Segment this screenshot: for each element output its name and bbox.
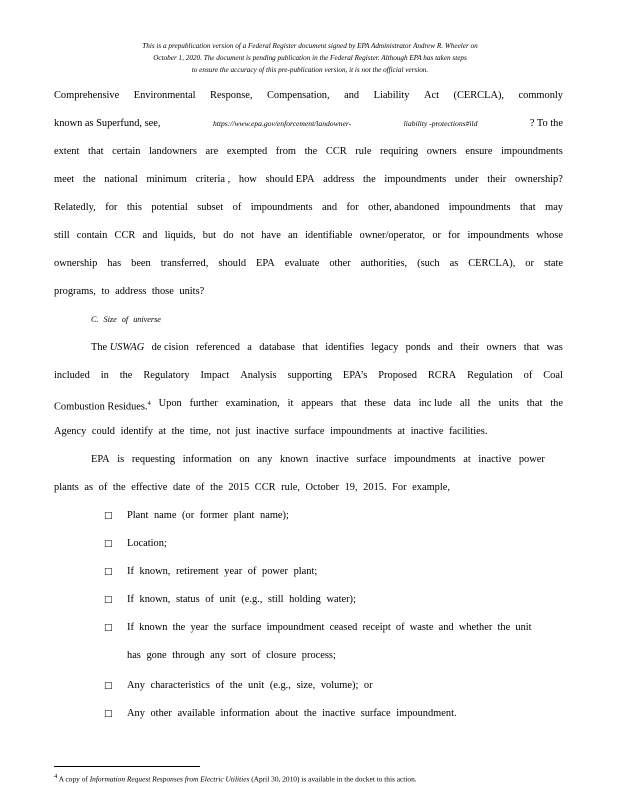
footnote-number: 4 bbox=[54, 773, 58, 780]
list-item-ceased-receipt-cont: has gone through any sort of closure process; bbox=[127, 650, 336, 661]
section-heading: C. Size of universe bbox=[91, 315, 161, 324]
footnote-4: 4 A copy of Information Request Responses from Electric Utilities (April 30, 2010) is available in the docket to this action. bbox=[54, 773, 417, 784]
footnote-ref-4[interactable]: 4 bbox=[147, 400, 151, 407]
checkbox-bullet-icon: □ bbox=[104, 595, 113, 605]
prepublication-notice-line-3: to ensure the accuracy of this pre-publication version, it is not the official version. bbox=[191, 66, 429, 74]
para1-line-2: known as Superfund, see, https://www.epa.gov/enforcement/landowner- liability -protections#ild ? To the bbox=[54, 118, 563, 129]
para2-line-2: included in the Regulatory Impact Analysis supporting EPA’s Proposed RCRA Regulation of Coal bbox=[54, 370, 563, 381]
para1-line-8: programs, to address those units? bbox=[54, 286, 205, 297]
checkbox-bullet-icon: □ bbox=[104, 681, 113, 691]
checkbox-bullet-icon: □ bbox=[104, 709, 113, 719]
footnote-citation-title: Information Request Responses from Electric Utilities bbox=[89, 774, 250, 784]
list-item-other-info: Any other available information about the inactive surface impoundment. bbox=[127, 708, 457, 719]
checkbox-bullet-icon: □ bbox=[104, 511, 113, 521]
checkbox-bullet-icon: □ bbox=[104, 567, 113, 577]
list-item-plant-name: Plant name (or former plant name); bbox=[127, 510, 289, 521]
superfund-landowner-link[interactable]: https://www.epa.gov/enforcement/landowner- bbox=[212, 119, 352, 128]
footnote-separator bbox=[54, 766, 200, 767]
checkbox-bullet-icon: □ bbox=[104, 539, 113, 549]
para1-line-6: still contain CCR and liquids, but do not have an identifiable owner/operator, or for impoundments whose bbox=[54, 230, 563, 241]
para1-line-3: extent that certain landowners are exempted from the CCR rule requiring owners ensure impoundments bbox=[54, 146, 563, 157]
para1-line-5: Relatedly, for this potential subset of impoundments and for other, abandoned impoundments that may bbox=[54, 202, 563, 213]
prepublication-notice-line-2: October 1, 2020. The document is pending publication in the Federal Register. Although EPA has taken steps bbox=[153, 54, 467, 62]
list-item-characteristics: Any characteristics of the unit (e.g., size, volume); or bbox=[127, 680, 373, 691]
para2-line-1: The USWAG de cision referenced a database that identifies legacy ponds and their owners that was bbox=[91, 342, 563, 353]
list-item-retirement-year: If known, retirement year of power plant; bbox=[127, 566, 318, 577]
list-item-ceased-receipt: If known the year the surface impoundment ceased receipt of waste and whether the unit bbox=[127, 622, 532, 633]
para3-line-2: plants as of the effective date of the 2015 CCR rule, October 19, 2015. For example, bbox=[54, 482, 450, 493]
superfund-landowner-link-cont[interactable]: liability -protections#ild bbox=[403, 119, 478, 128]
para1-line-7: ownership has been transferred, should EPA evaluate other authorities, (such as CERCLA), or state bbox=[54, 258, 563, 269]
para2-line-3: Combustion Residues.$^4$ Upon further examination, it appears that these data inc lude all the units that the bbox=[54, 398, 563, 413]
list-item-unit-status: If known, status of unit (e.g., still holding water); bbox=[127, 594, 356, 605]
checkbox-bullet-icon: □ bbox=[104, 623, 113, 633]
para1-line-4: meet the national minimum criteria , how should EPA address the impoundments under their ownership? bbox=[54, 174, 563, 185]
para2-line-4: Agency could identify at the time, not just inactive surface impoundments at inactive facilities. bbox=[54, 426, 488, 437]
list-item-location: Location; bbox=[127, 538, 167, 549]
prepublication-notice-line-1: This is a prepublication version of a Federal Register document signed by EPA Administrator Andrew R. Wheeler on bbox=[142, 42, 478, 50]
para1-line-1: Comprehensive Environmental Response, Compensation, and Liability Act (CERCLA), commonly bbox=[54, 90, 563, 101]
para3-line-1: EPA is requesting information on any known inactive surface impoundments at inactive power bbox=[91, 454, 545, 465]
uswag-citation: USWAG bbox=[109, 342, 145, 353]
